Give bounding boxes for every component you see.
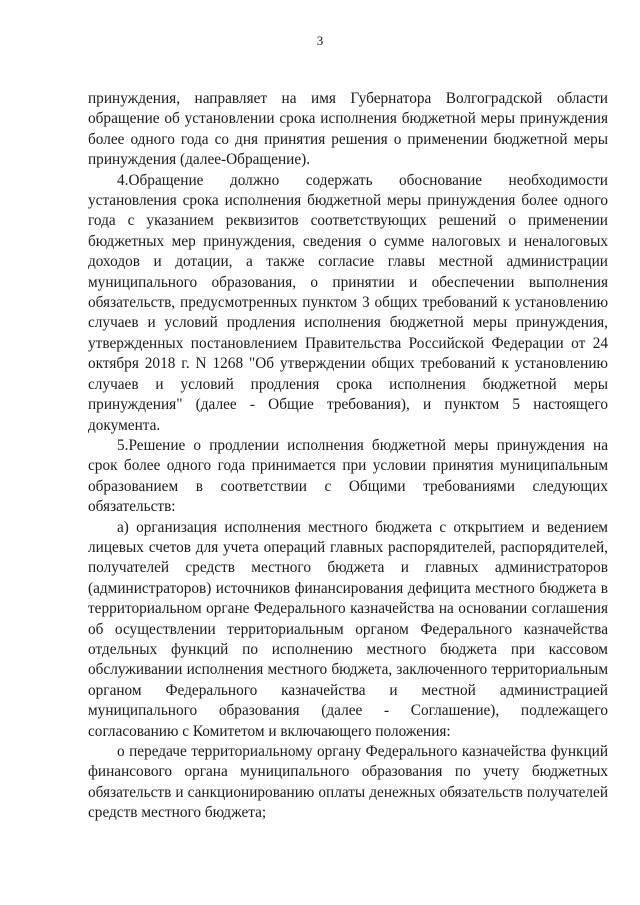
- paragraph-3: 5.Решение о продлении исполнения бюджетной меры принуждения на срок более одного года принимается при условии принятия муниципальным образованием в соответствии с Общими требованиями следующих обязательств:: [88, 436, 608, 516]
- page-number: 3: [316, 33, 324, 48]
- paragraph-2: 4.Обращение должно содержать обоснование необходимости установления срока исполнения бюджетной меры принуждения более одного года с указанием реквизитов соответствующих решений о применении бюджетных мер принуждения, сведения о сумме налоговых и неналоговых доходов и дотации, а также согласие главы местной администрации муниципального образования, о принятии и обеспечении выполнения обязательств, предусмотренных пунктом 3 общих требований к установлению случаев и условий продления исполнения бюджетной меры принуждения, утвержденных постановлением Правительства Российской Федерации от 24 октября 2018 г. N 1268 "Об утверждении общих требований к установлению случаев и условий продления срока исполнения бюджетной меры принуждения" (далее - Общие требования), и пунктом 5 настоящего документа.: [88, 171, 608, 434]
- document-body: [88, 89, 608, 824]
- paragraph-1: принуждения, направляет на имя Губернатора Волгоградской области обращение об установлении срока исполнения бюджетной меры принуждения более одного года со дня принятия решения о применении бюджетной меры принуждения (далее-Обращение).: [88, 90, 608, 169]
- paragraph-4: а) организация исполнения местного бюджета с открытием и ведением лицевых счетов для учета операций главных распорядителей, распорядителей, получателей средств местного бюджета и главных администраторов (администраторов) источников финансирования дефицита местного бюджета в территориальном органе Федерального казначейства на основании соглашения об осуществлении территориальным органом Федерального казначейства отдельных функций по исполнению местного бюджета при кассовом обслуживании исполнения местного бюджета, заключенного территориальным органом Федерального казначейства и местной администрацией муниципального образования (далее - Соглашение), подлежащего согласованию с Комитетом и включающего положения:: [88, 518, 608, 740]
- paragraph-5: о передаче территориальному органу Федерального казначейства функций финансового органа муниципального образования по учету бюджетных обязательств и санкционированию оплаты денежных обязательств получателей средств местного бюджета;: [88, 743, 608, 822]
